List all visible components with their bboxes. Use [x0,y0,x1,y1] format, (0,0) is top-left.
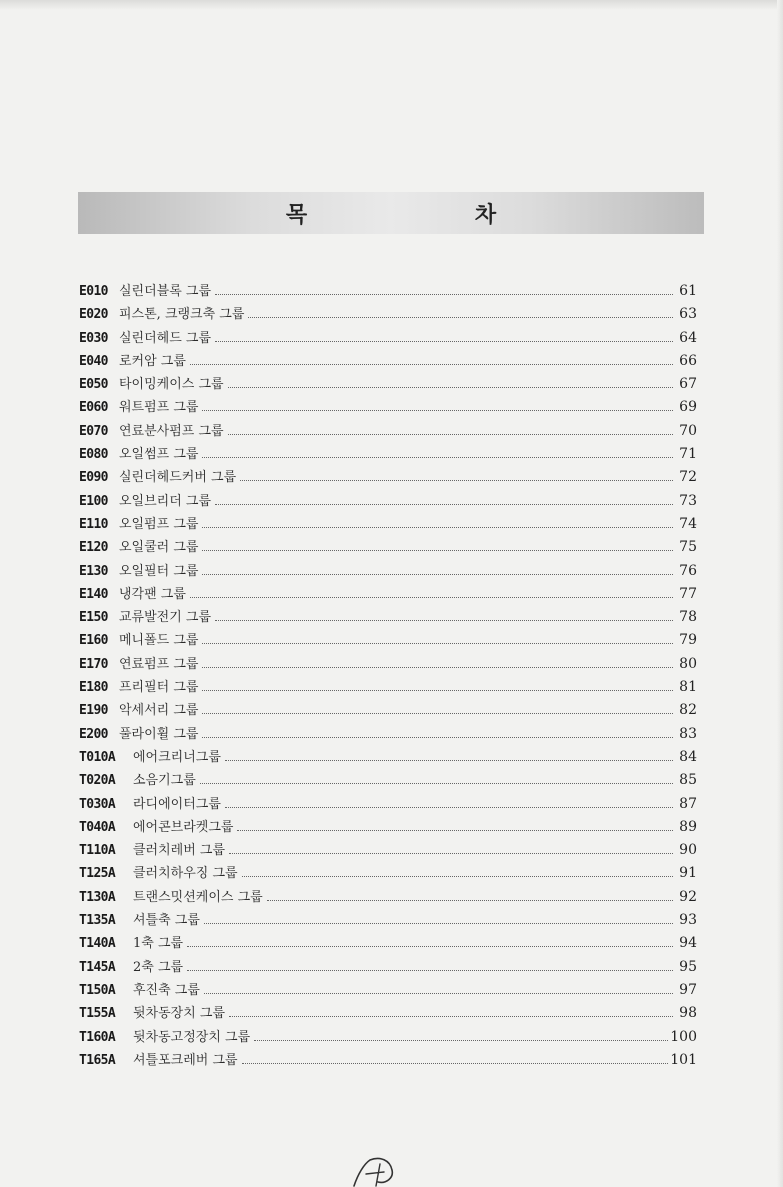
dot-leader [202,736,673,738]
toc-entry [79,932,697,955]
toc-entry-code: T165A [79,1052,116,1068]
toc-entry-page-number: 78 [679,609,697,626]
toc-entry-code: E050 [79,377,108,393]
toc-entry [79,420,697,443]
toc-entry-label: 피스톤, 크랭크축 그룹 [119,307,245,323]
toc-entry-page-number: 85 [679,772,697,789]
dot-leader [215,619,673,621]
toc-entry-label: 셔틀축 그룹 [133,913,200,929]
dot-leader [202,666,673,668]
toc-entry-code: E190 [79,703,108,719]
toc-entry-code: E100 [79,493,108,509]
toc-entry-code: E160 [79,633,108,649]
toc-entry-page-number: 75 [679,539,697,556]
toc-entry-label: 메니폴드 그룹 [119,633,199,649]
toc-entry [79,606,697,629]
toc-entry-code: T010A [79,749,116,765]
toc-entry [79,862,697,885]
toc-entry-label: 악세서리 그룹 [119,703,199,719]
toc-entry-page-number: 64 [679,329,697,346]
toc-entry-code: E030 [79,330,108,346]
toc-entry [79,280,697,303]
toc-entry [79,303,697,326]
toc-entry [79,466,697,489]
toc-entry-page-number: 81 [679,679,697,696]
toc-entry [79,629,697,652]
toc-entry [79,886,697,909]
toc-entry [79,327,697,350]
toc-entry [79,396,697,419]
dot-leader [202,712,673,714]
page-top-edge [0,0,783,10]
toc-entry-page-number: 74 [679,515,697,532]
toc-entry-label: 교류발전기 그룹 [119,610,212,626]
toc-entry-code: E150 [79,610,108,626]
toc-entry-code: E090 [79,470,108,486]
toc-entry-code: E170 [79,656,108,672]
toc-entry-code: T030A [79,796,116,812]
toc-entry-label: 실린더헤드커버 그룹 [119,470,237,486]
dot-leader [202,689,673,691]
toc-entry-code: T155A [79,1006,116,1022]
toc-entry [79,839,697,862]
toc-entry-label: 클러치하우징 그룹 [133,866,238,882]
dot-leader [202,573,673,575]
toc-entry-label: 오일필터 그룹 [119,563,199,579]
dot-leader [229,852,673,854]
toc-entry-code: T040A [79,819,116,835]
toc-entry-label: 에어콘브라켓그룹 [133,819,234,835]
dot-leader [215,340,673,342]
dot-leader [187,969,673,971]
toc-entry-code: E060 [79,400,108,416]
toc-entry-label: 셔틀포크레버 그룹 [133,1052,238,1068]
toc-entry-label: 2축 그룹 [133,959,184,975]
toc-entry-code: E130 [79,563,108,579]
toc-entry-code: E080 [79,447,108,463]
toc-entry [79,956,697,979]
toc-entry-label: 로커암 그룹 [119,353,186,369]
toc-entry [79,373,697,396]
toc-entry-page-number: 61 [679,283,697,299]
toc-entry-label: 오일쿨러 그룹 [119,540,199,556]
toc-entry-page-number: 79 [679,632,697,649]
toc-entry-page-number: 91 [679,865,697,882]
toc-entry-code: E010 [79,284,108,299]
toc-entry [79,723,697,746]
toc-entry-code: T130A [79,889,116,905]
toc-entry [79,1049,697,1072]
toc-entry-page-number: 84 [679,748,697,765]
toc-entry [79,443,697,466]
dot-leader [228,433,673,435]
toc-entry-code: T140A [79,936,116,952]
dot-leader [202,642,673,644]
dot-leader [229,1015,673,1017]
dot-leader [242,875,673,877]
toc-entry-page-number: 94 [679,935,697,952]
toc-entry-label: 프리필터 그룹 [119,680,199,696]
dot-leader [215,503,673,505]
toc-entry [79,746,697,769]
toc-entry-label: 뒷차동고정장치 그룹 [133,1029,251,1045]
toc-entry-page-number: 93 [679,912,697,929]
toc-entry-page-number: 66 [679,352,697,369]
toc-entry [79,350,697,373]
dot-leader [225,806,673,808]
toc-entry-label: 연료분사펌프 그룹 [119,423,224,439]
toc-entry-page-number: 63 [679,306,697,323]
toc-entry-page-number: 69 [679,399,697,416]
toc-entry [79,1026,697,1049]
toc-entry-code: T110A [79,843,116,859]
toc-entry-label: 라디에이터그룹 [133,796,221,812]
toc-entry-code: E070 [79,423,108,439]
toc-entry-code: T160A [79,1029,116,1045]
dot-leader [202,549,673,551]
dot-leader [248,316,673,318]
dot-leader [202,526,673,528]
toc-entry-code: E180 [79,680,108,696]
toc-entry-label: 오일브리더 그룹 [119,493,212,509]
dot-leader [204,922,673,924]
toc-entry [79,513,697,536]
toc-entry-page-number: 97 [679,981,697,998]
toc-entry-label: 클러치레버 그룹 [133,843,226,859]
toc-entry-code: E120 [79,540,108,556]
toc-entry-code: T150A [79,982,116,998]
table-of-contents [79,280,697,1072]
toc-entry [79,560,697,583]
page-title: 목 차 [285,202,577,228]
toc-entry-label: 1축 그룹 [133,936,184,952]
toc-entry-code: T020A [79,773,116,789]
toc-entry-label: 뒷차동장치 그룹 [133,1006,226,1022]
dot-leader [200,782,673,784]
toc-entry-label: 트랜스밋션케이스 그룹 [133,889,263,905]
toc-entry [79,583,697,606]
dot-leader [204,992,673,994]
toc-entry-page-number: 71 [679,446,697,463]
toc-entry-label: 실린더헤드 그룹 [119,330,212,346]
toc-entry [79,816,697,839]
dot-leader [190,363,673,365]
dot-leader [228,386,673,388]
toc-entry-code: E110 [79,516,108,532]
toc-entry [79,536,697,559]
toc-entry-page-number: 77 [679,585,697,602]
page-right-edge [777,0,783,1187]
toc-entry [79,979,697,1002]
dot-leader [215,293,673,295]
toc-entry-code: T145A [79,959,116,975]
toc-entry [79,490,697,513]
toc-entry-page-number: 83 [679,725,697,742]
toc-entry-page-number: 90 [679,842,697,859]
toc-entry-page-number: 98 [679,1005,697,1022]
dot-leader [240,479,673,481]
toc-entry-code: E040 [79,353,108,369]
toc-entry-label: 연료펌프 그룹 [119,656,199,672]
toc-entry-code: T135A [79,913,116,929]
dot-leader [237,829,673,831]
toc-entry-code: E020 [79,307,108,323]
handwritten-page-mark [340,1148,410,1187]
toc-entry-label: 워트펌프 그룹 [119,400,199,416]
toc-entry-page-number: 89 [679,818,697,835]
dot-leader [267,899,673,901]
toc-entry-page-number: 87 [679,795,697,812]
dot-leader [190,596,673,598]
toc-entry-page-number: 76 [679,562,697,579]
toc-entry [79,699,697,722]
dot-leader [202,456,673,458]
toc-entry-label: 에어크리너그룹 [133,749,221,765]
toc-entry-page-number: 67 [679,376,697,393]
toc-entry-code: T125A [79,866,116,882]
toc-entry-page-number: 82 [679,702,697,719]
toc-entry-page-number: 92 [679,888,697,905]
dot-leader [187,945,673,947]
toc-entry-label: 냉각팬 그룹 [119,586,186,602]
toc-entry-label: 풀라이휠 그룹 [119,726,199,742]
toc-entry-label: 소음기그룹 [133,773,196,789]
toc-entry-label: 타이밍케이스 그룹 [119,377,224,393]
toc-entry-page-number: 72 [679,469,697,486]
toc-entry-page-number: 70 [679,422,697,439]
dot-leader [202,409,673,411]
toc-entry [79,769,697,792]
dot-leader [225,759,673,761]
toc-entry-page-number: 100 [670,1028,697,1045]
toc-entry-code: E140 [79,586,108,602]
toc-entry-page-number: 101 [670,1051,697,1068]
toc-entry [79,653,697,676]
toc-entry-code: E200 [79,726,108,742]
toc-entry-page-number: 73 [679,492,697,509]
toc-entry [79,676,697,699]
dot-leader [242,1062,669,1064]
toc-entry-page-number: 95 [679,958,697,975]
toc-entry [79,793,697,816]
toc-entry-label: 실린더블록 그룹 [119,284,212,299]
toc-entry-label: 오일썸프 그룹 [119,447,199,463]
toc-entry [79,909,697,932]
title-bar [78,192,704,234]
dot-leader [254,1039,668,1041]
toc-entry-label: 후진축 그룹 [133,982,200,998]
toc-entry-label: 오일펌프 그룹 [119,516,199,532]
toc-entry-page-number: 80 [679,655,697,672]
toc-entry [79,1002,697,1025]
